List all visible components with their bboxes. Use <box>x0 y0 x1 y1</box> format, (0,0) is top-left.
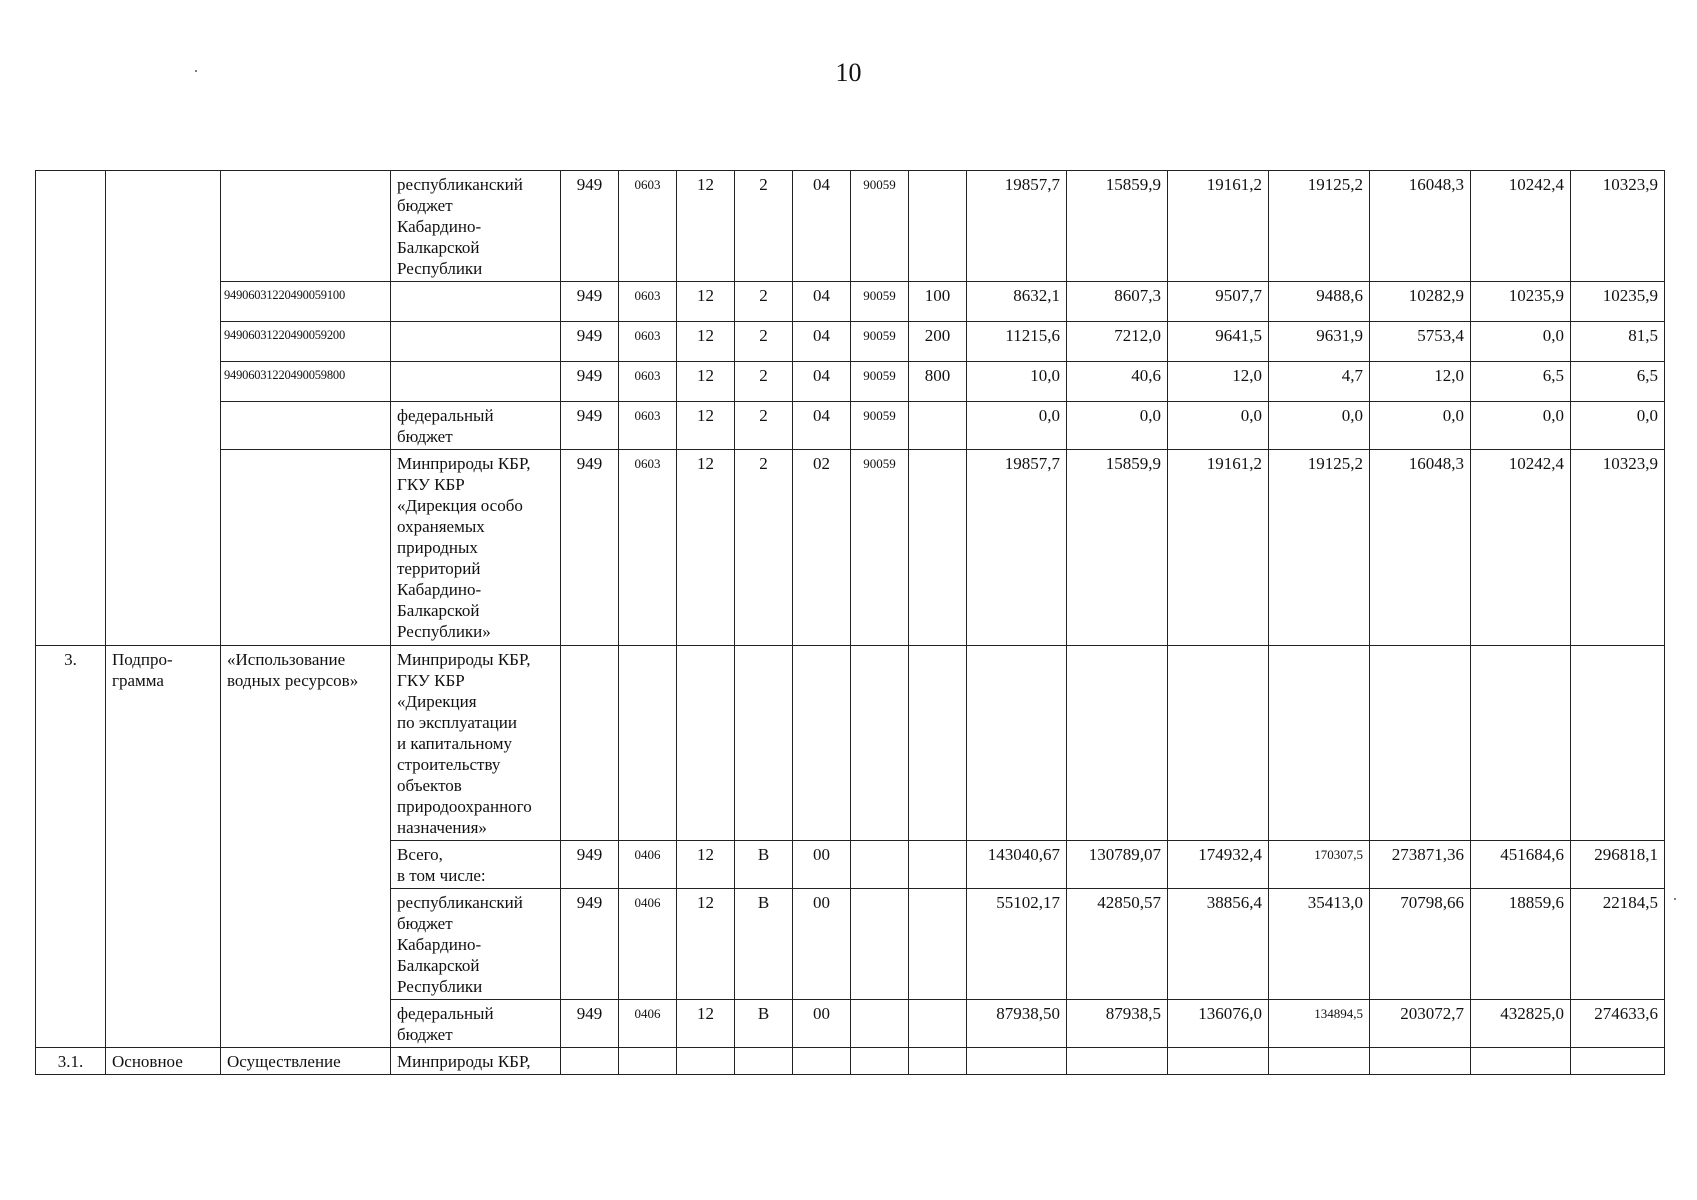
row-type-cell: Основное <box>106 1048 221 1075</box>
table-row <box>36 450 1665 646</box>
value-year-5: 10282,9 <box>1370 282 1471 322</box>
value-year-2 <box>1067 646 1168 841</box>
value-year-7: 22184,5 <box>1571 889 1665 1000</box>
value-year-1 <box>967 1048 1067 1075</box>
grbs-code: 949 <box>561 1000 619 1048</box>
subprogram-code: 2 <box>735 171 793 282</box>
value-year-3: 38856,4 <box>1168 889 1269 1000</box>
value-year-6: 451684,6 <box>1471 841 1571 889</box>
table-row <box>36 171 1665 282</box>
event-code: 00 <box>793 889 851 1000</box>
budget-classification-code: 94906031220490059100 <box>221 282 391 322</box>
value-year-2: 15859,9 <box>1067 171 1168 282</box>
value-year-6 <box>1471 646 1571 841</box>
funding-source: Минприроды КБР, ГКУ КБР «Дирекция особо охраняемых природных территорий Кабардино- Балкарской Республики» <box>391 450 561 646</box>
value-year-7: 274633,6 <box>1571 1000 1665 1048</box>
subprogram-code: 2 <box>735 322 793 362</box>
funding-source: республиканский бюджет Кабардино- Балкарской Республики <box>391 889 561 1000</box>
value-year-1: 19857,7 <box>967 450 1067 646</box>
value-year-4: 35413,0 <box>1269 889 1370 1000</box>
value-year-3: 9507,7 <box>1168 282 1269 322</box>
value-year-1: 0,0 <box>967 402 1067 450</box>
value-year-1: 11215,6 <box>967 322 1067 362</box>
grbs-code <box>561 1048 619 1075</box>
value-year-7: 6,5 <box>1571 362 1665 402</box>
funding-source: федеральный бюджет <box>391 1000 561 1048</box>
direction-code <box>851 841 909 889</box>
row-type-cell: Подпро- грамма <box>106 646 221 1048</box>
value-year-3: 19161,2 <box>1168 171 1269 282</box>
table-row <box>36 362 1665 402</box>
funding-source: федеральный бюджет <box>391 402 561 450</box>
value-year-5: 16048,3 <box>1370 171 1471 282</box>
name-cell: «Использование водных ресурсов» <box>221 646 391 1048</box>
scan-speck <box>1674 898 1676 900</box>
name-cell: Осуществление <box>221 1048 391 1075</box>
value-year-4: 170307,5 <box>1269 841 1370 889</box>
funding-source <box>391 282 561 322</box>
value-year-5: 0,0 <box>1370 402 1471 450</box>
grbs-code <box>561 646 619 841</box>
direction-code: 90059 <box>851 282 909 322</box>
value-year-5: 203072,7 <box>1370 1000 1471 1048</box>
table-row <box>36 646 1665 841</box>
program-code <box>677 1048 735 1075</box>
value-year-4: 134894,5 <box>1269 1000 1370 1048</box>
program-code: 12 <box>677 171 735 282</box>
expense-type-code: 800 <box>909 362 967 402</box>
value-year-3: 0,0 <box>1168 402 1269 450</box>
subprogram-code <box>735 646 793 841</box>
expense-type-code: 100 <box>909 282 967 322</box>
grbs-code: 949 <box>561 282 619 322</box>
event-code: 04 <box>793 402 851 450</box>
value-year-3: 136076,0 <box>1168 1000 1269 1048</box>
value-year-2: 15859,9 <box>1067 450 1168 646</box>
value-year-2: 0,0 <box>1067 402 1168 450</box>
subprogram-code: 2 <box>735 362 793 402</box>
section-code <box>619 646 677 841</box>
budget-table <box>35 170 1665 1075</box>
expense-type-code <box>909 1000 967 1048</box>
value-year-6: 0,0 <box>1471 402 1571 450</box>
value-year-5 <box>1370 1048 1471 1075</box>
value-year-5 <box>1370 646 1471 841</box>
table-row <box>36 402 1665 450</box>
program-code: 12 <box>677 322 735 362</box>
name-cell <box>221 171 391 282</box>
program-code: 12 <box>677 889 735 1000</box>
value-year-2: 8607,3 <box>1067 282 1168 322</box>
direction-code <box>851 646 909 841</box>
value-year-5: 70798,66 <box>1370 889 1471 1000</box>
direction-code: 90059 <box>851 402 909 450</box>
value-year-3 <box>1168 646 1269 841</box>
grbs-code: 949 <box>561 841 619 889</box>
direction-code <box>851 889 909 1000</box>
funding-source <box>391 362 561 402</box>
value-year-2: 130789,07 <box>1067 841 1168 889</box>
section-code: 0603 <box>619 322 677 362</box>
scan-speck <box>195 70 197 72</box>
table-row <box>36 322 1665 362</box>
event-code: 00 <box>793 841 851 889</box>
grbs-code: 949 <box>561 362 619 402</box>
value-year-7: 81,5 <box>1571 322 1665 362</box>
funding-source: республиканский бюджет Кабардино- Балкарской Республики <box>391 171 561 282</box>
value-year-7: 296818,1 <box>1571 841 1665 889</box>
subprogram-code: 2 <box>735 282 793 322</box>
expense-type-code: 200 <box>909 322 967 362</box>
value-year-1: 143040,67 <box>967 841 1067 889</box>
grbs-code: 949 <box>561 450 619 646</box>
section-code: 0406 <box>619 889 677 1000</box>
value-year-3: 9641,5 <box>1168 322 1269 362</box>
funding-source: Минприроды КБР, ГКУ КБР «Дирекция по эксплуатации и капитальному строительству объектов природоохранного назначения» <box>391 646 561 841</box>
direction-code: 90059 <box>851 171 909 282</box>
grbs-code: 949 <box>561 889 619 1000</box>
budget-classification-code <box>221 450 391 646</box>
expense-type-code <box>909 1048 967 1075</box>
value-year-2: 87938,5 <box>1067 1000 1168 1048</box>
expense-type-code <box>909 646 967 841</box>
value-year-6 <box>1471 1048 1571 1075</box>
value-year-1: 10,0 <box>967 362 1067 402</box>
value-year-7: 10323,9 <box>1571 171 1665 282</box>
expense-type-code <box>909 889 967 1000</box>
value-year-3: 174932,4 <box>1168 841 1269 889</box>
subprogram-code: В <box>735 841 793 889</box>
row-number-cell: 3.1. <box>36 1048 106 1075</box>
value-year-4: 0,0 <box>1269 402 1370 450</box>
subprogram-code: В <box>735 1000 793 1048</box>
subprogram-code: 2 <box>735 450 793 646</box>
value-year-4 <box>1269 1048 1370 1075</box>
event-code: 02 <box>793 450 851 646</box>
value-year-5: 273871,36 <box>1370 841 1471 889</box>
expense-type-code <box>909 841 967 889</box>
value-year-1: 19857,7 <box>967 171 1067 282</box>
value-year-4: 19125,2 <box>1269 171 1370 282</box>
grbs-code: 949 <box>561 171 619 282</box>
section-code: 0406 <box>619 841 677 889</box>
event-code <box>793 1048 851 1075</box>
value-year-6: 0,0 <box>1471 322 1571 362</box>
program-code: 12 <box>677 1000 735 1048</box>
value-year-7: 10235,9 <box>1571 282 1665 322</box>
section-code: 0603 <box>619 282 677 322</box>
event-code <box>793 646 851 841</box>
expense-type-code <box>909 402 967 450</box>
value-year-4: 4,7 <box>1269 362 1370 402</box>
subprogram-code: В <box>735 889 793 1000</box>
direction-code: 90059 <box>851 362 909 402</box>
value-year-3: 19161,2 <box>1168 450 1269 646</box>
funding-source: Минприроды КБР, <box>391 1048 561 1075</box>
value-year-5: 5753,4 <box>1370 322 1471 362</box>
section-code: 0406 <box>619 1000 677 1048</box>
value-year-4: 9631,9 <box>1269 322 1370 362</box>
value-year-4 <box>1269 646 1370 841</box>
value-year-7 <box>1571 646 1665 841</box>
value-year-6: 10235,9 <box>1471 282 1571 322</box>
value-year-3: 12,0 <box>1168 362 1269 402</box>
section-code <box>619 1048 677 1075</box>
subprogram-code: 2 <box>735 402 793 450</box>
value-year-7 <box>1571 1048 1665 1075</box>
value-year-2: 42850,57 <box>1067 889 1168 1000</box>
funding-source: Всего, в том числе: <box>391 841 561 889</box>
value-year-1: 87938,50 <box>967 1000 1067 1048</box>
grbs-code: 949 <box>561 322 619 362</box>
value-year-2 <box>1067 1048 1168 1075</box>
value-year-1: 55102,17 <box>967 889 1067 1000</box>
budget-classification-code: 94906031220490059800 <box>221 362 391 402</box>
event-code: 04 <box>793 171 851 282</box>
value-year-1 <box>967 646 1067 841</box>
expense-type-code <box>909 171 967 282</box>
value-year-1: 8632,1 <box>967 282 1067 322</box>
section-code: 0603 <box>619 402 677 450</box>
expense-type-code <box>909 450 967 646</box>
subprogram-code <box>735 1048 793 1075</box>
section-code: 0603 <box>619 450 677 646</box>
row-number-cell: 3. <box>36 646 106 1048</box>
program-code: 12 <box>677 402 735 450</box>
page-number: 10 <box>835 58 862 87</box>
direction-code: 90059 <box>851 322 909 362</box>
funding-source <box>391 322 561 362</box>
budget-classification-code <box>221 402 391 450</box>
value-year-2: 40,6 <box>1067 362 1168 402</box>
value-year-5: 16048,3 <box>1370 450 1471 646</box>
program-code: 12 <box>677 282 735 322</box>
section-code: 0603 <box>619 171 677 282</box>
value-year-4: 9488,6 <box>1269 282 1370 322</box>
value-year-2: 7212,0 <box>1067 322 1168 362</box>
budget-classification-code: 94906031220490059200 <box>221 322 391 362</box>
value-year-6: 6,5 <box>1471 362 1571 402</box>
value-year-7: 10323,9 <box>1571 450 1665 646</box>
section-code: 0603 <box>619 362 677 402</box>
grbs-code: 949 <box>561 402 619 450</box>
event-code: 04 <box>793 362 851 402</box>
event-code: 00 <box>793 1000 851 1048</box>
direction-code <box>851 1048 909 1075</box>
direction-code <box>851 1000 909 1048</box>
value-year-6: 18859,6 <box>1471 889 1571 1000</box>
event-code: 04 <box>793 282 851 322</box>
row-type-cell <box>106 171 221 646</box>
value-year-7: 0,0 <box>1571 402 1665 450</box>
program-code: 12 <box>677 841 735 889</box>
program-code: 12 <box>677 450 735 646</box>
value-year-3 <box>1168 1048 1269 1075</box>
value-year-4: 19125,2 <box>1269 450 1370 646</box>
row-number-cell <box>36 171 106 646</box>
event-code: 04 <box>793 322 851 362</box>
table-row <box>36 1048 1665 1075</box>
value-year-6: 10242,4 <box>1471 450 1571 646</box>
value-year-5: 12,0 <box>1370 362 1471 402</box>
table-row <box>36 282 1665 322</box>
program-code: 12 <box>677 362 735 402</box>
value-year-6: 10242,4 <box>1471 171 1571 282</box>
program-code <box>677 646 735 841</box>
direction-code: 90059 <box>851 450 909 646</box>
value-year-6: 432825,0 <box>1471 1000 1571 1048</box>
